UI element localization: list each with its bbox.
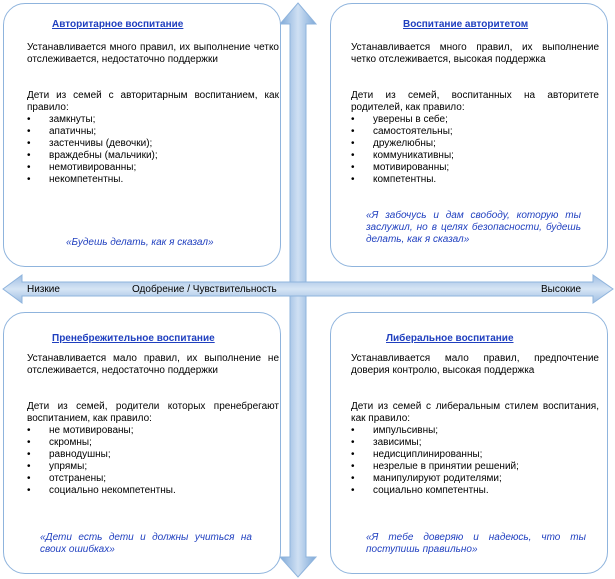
trait-item: • равнодушны; — [27, 449, 176, 461]
trait-item: • застенчивы (девочки); — [27, 138, 158, 150]
trait-item: • самостоятельны; — [351, 126, 454, 138]
trait-item: • незрелые в принятии решений; — [351, 461, 519, 473]
trait-item: • немотивированны; — [27, 162, 158, 174]
trait-item: • скромны; — [27, 437, 176, 449]
children-intro: Дети из семей, родители которых пренебрегают воспитанием, как правило: — [27, 401, 279, 424]
axis-low-label: Низкие — [27, 284, 60, 295]
trait-item: • социально компетентны. — [351, 485, 519, 497]
quadrant-quote: «Я забочусь и дам свободу, которую ты заслужил, но в целях безопасности, будешь делать, как я сказал» — [366, 210, 581, 245]
quadrant-authoritarian — [3, 3, 281, 267]
horizontal-axis-arrow — [3, 275, 613, 303]
quadrant-permissive — [330, 312, 608, 574]
trait-item: • зависимы; — [351, 437, 519, 449]
traits-list — [27, 114, 158, 186]
trait-item: • недисциплинированны; — [351, 449, 519, 461]
traits-list — [351, 114, 454, 186]
trait-item: • компетентны. — [351, 174, 454, 186]
quadrant-description: Устанавливается мало правил, их выполнение не отслеживается, недостаточно поддержки — [27, 353, 279, 376]
trait-item: • враждебны (мальчики); — [27, 150, 158, 162]
children-intro: Дети из семей с либеральным стилем воспитания, как правило: — [351, 401, 599, 424]
trait-item: • не мотивированы; — [27, 425, 176, 437]
axis-high-label: Высокие — [541, 284, 582, 295]
traits-list — [351, 425, 519, 497]
quadrant-quote: «Я тебе доверяю и надеюсь, что ты поступишь правильно» — [366, 532, 586, 555]
children-intro: Дети из семей, воспитанных на авторитете родителей, как правило: — [351, 90, 599, 113]
quadrant-title: Авторитарное воспитание — [52, 19, 184, 30]
traits-list — [27, 425, 176, 497]
trait-item: • импульсивны; — [351, 425, 519, 437]
trait-item: • отстранены; — [27, 473, 176, 485]
trait-item: • некомпетентны. — [27, 174, 158, 186]
quadrant-description: Устанавливается много правил, их выполнение четко отслеживается, недостаточно поддержки — [27, 42, 279, 65]
trait-item: • коммуникативны; — [351, 150, 454, 162]
quadrant-title: Пренебрежительное воспитание — [52, 333, 215, 344]
quadrant-title: Воспитание авторитетом — [403, 19, 529, 30]
quadrant-neglectful — [3, 312, 281, 574]
quadrant-authoritative — [330, 3, 608, 267]
trait-item: • мотивированны; — [351, 162, 454, 174]
trait-item: • социально некомпетентны. — [27, 485, 176, 497]
quadrant-quote: «Будешь делать, как я сказал» — [66, 237, 214, 248]
quadrant-title: Либеральное воспитание — [386, 333, 514, 344]
children-intro: Дети из семей с авторитарным воспитанием, как правило: — [27, 90, 279, 113]
quadrant-description: Устанавливается много правил, их выполнение четко отслеживается, высокая поддержка — [351, 42, 599, 65]
trait-item: • апатичны; — [27, 126, 158, 138]
trait-item: • манипулируют родителями; — [351, 473, 519, 485]
trait-item: • дружелюбны; — [351, 138, 454, 150]
quadrant-description: Устанавливается мало правил, предпочтение доверия контролю, высокая поддержка — [351, 353, 599, 376]
trait-item: • замкнуты; — [27, 114, 158, 126]
quadrant-quote: «Дети есть дети и должны учиться на своих ошибках» — [40, 532, 252, 555]
axis-title: Одобрение / Чувствительность — [132, 284, 277, 295]
trait-item: • упрямы; — [27, 461, 176, 473]
trait-item: • уверены в себе; — [351, 114, 454, 126]
